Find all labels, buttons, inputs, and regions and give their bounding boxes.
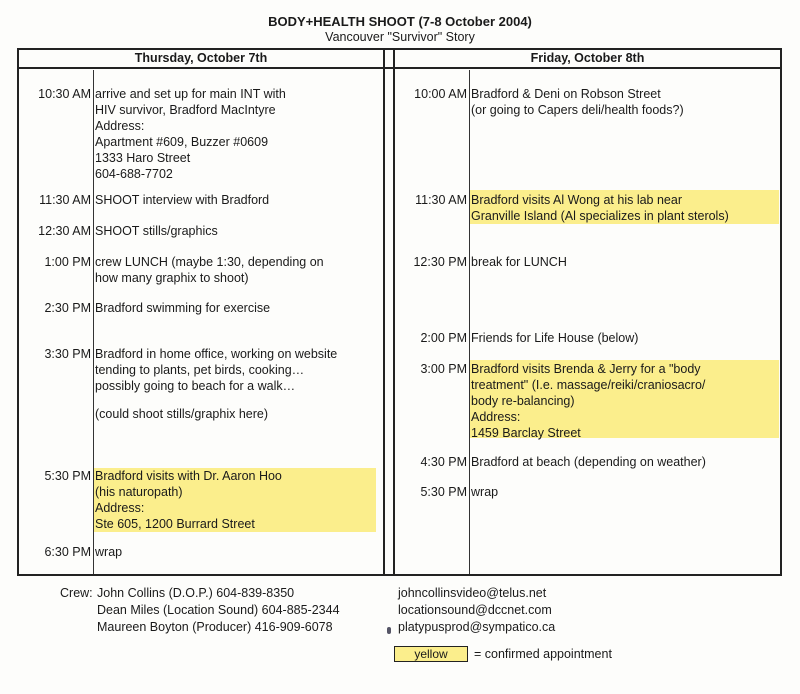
legend-swatch: yellow [394,646,468,662]
entry-time: 5:30 PM [420,485,467,499]
time-column-separator [469,70,470,574]
entry-line: SHOOT interview with Bradford [95,193,270,207]
entry-line: Bradford visits Brenda & Jerry for a "body [471,362,701,376]
entry-line: Friends for Life House (below) [471,331,639,345]
entry-line: arrive and set up for main INT with [95,87,286,101]
entry-time: 3:30 PM [44,347,91,361]
entry-line: (could shoot stills/graphix here) [95,407,268,421]
entry-line: (his naturopath) [95,485,183,499]
entry-line: Bradford at beach (depending on weather) [471,455,706,469]
entry-line: Address: [95,501,145,515]
entry-line: wrap [471,485,499,499]
entry-line: how many graphix to shoot) [95,271,249,285]
ink-mark [387,627,391,634]
day-header-thursday: Thursday, October 7th [134,51,268,65]
entry-time: 6:30 PM [44,545,91,559]
entry-line: 1333 Haro Street [95,151,191,165]
day-header-friday: Friday, October 8th [530,51,645,65]
entry-time: 11:30 AM [39,193,91,207]
entry-line: Address: [95,119,145,133]
crew-member: Dean Miles (Location Sound) 604-885-2344 [97,603,340,617]
crew-list [97,585,340,636]
entry-time: 12:30 AM [38,224,91,238]
entry-line: HIV survivor, Bradford MacIntyre [95,103,276,117]
crew-member: Maureen Boyton (Producer) 416-909-6078 [97,620,333,634]
entry-line: crew LUNCH (maybe 1:30, depending on [95,255,324,269]
entry-line: Bradford swimming for exercise [95,301,271,315]
entry-line: Bradford visits with Dr. Aaron Hoo [95,469,282,483]
header-divider [17,67,782,69]
entry-line: wrap [95,545,123,559]
entry-line: treatment" (I.e. massage/reiki/craniosacro/ [471,378,706,392]
entry-time: 11:30 AM [415,193,467,207]
entry-line: body re-balancing) [471,394,575,408]
crew-email: johncollinsvideo@telus.net [398,586,547,600]
entry-time: 10:30 AM [38,87,91,101]
entry-time: 12:30 PM [413,255,467,269]
crew-email: platypusprod@sympatico.ca [398,620,556,634]
entry-line: SHOOT stills/graphics [95,224,218,238]
entry-time: 5:30 PM [44,469,91,483]
column-divider [393,48,395,576]
crew-member: John Collins (D.O.P.) 604-839-8350 [97,586,295,600]
entry-line: Bradford in home office, working on website [95,347,338,361]
entry-line: Address: [471,410,521,424]
entry-line: Ste 605, 1200 Burrard Street [95,517,255,531]
entry-line: tending to plants, pet birds, cooking… [95,363,305,377]
entry-time: 2:30 PM [44,301,91,315]
entry-time: 10:00 AM [414,87,467,101]
document-title: BODY+HEALTH SHOOT (7-8 October 2004) [268,14,532,29]
entry-time: 4:30 PM [420,455,467,469]
entry-time: 3:00 PM [420,362,467,376]
entry-time: 1:00 PM [44,255,91,269]
entry-line: break for LUNCH [471,255,567,269]
entry-line: 604-688-7702 [95,167,173,181]
entry-line: 1459 Barclay Street [471,426,581,440]
entry-line: Bradford & Deni on Robson Street [471,87,661,101]
entry-line: possibly going to beach for a walk… [95,379,296,393]
entry-time: 2:00 PM [420,331,467,345]
entry-line: Granville Island (Al specializes in plant sterols) [471,209,729,223]
legend-text: = confirmed appointment [474,647,612,661]
entry-line: Apartment #609, Buzzer #0609 [95,135,269,149]
document-subtitle: Vancouver "Survivor" Story [325,30,475,44]
crew-email: locationsound@dccnet.com [398,603,552,617]
crew-label: Crew: [60,586,93,600]
entry-line: (or going to Capers deli/health foods?) [471,103,684,117]
crew-email-list [398,585,555,636]
column-divider [383,48,385,576]
entry-line: Bradford visits Al Wong at his lab near [471,193,682,207]
